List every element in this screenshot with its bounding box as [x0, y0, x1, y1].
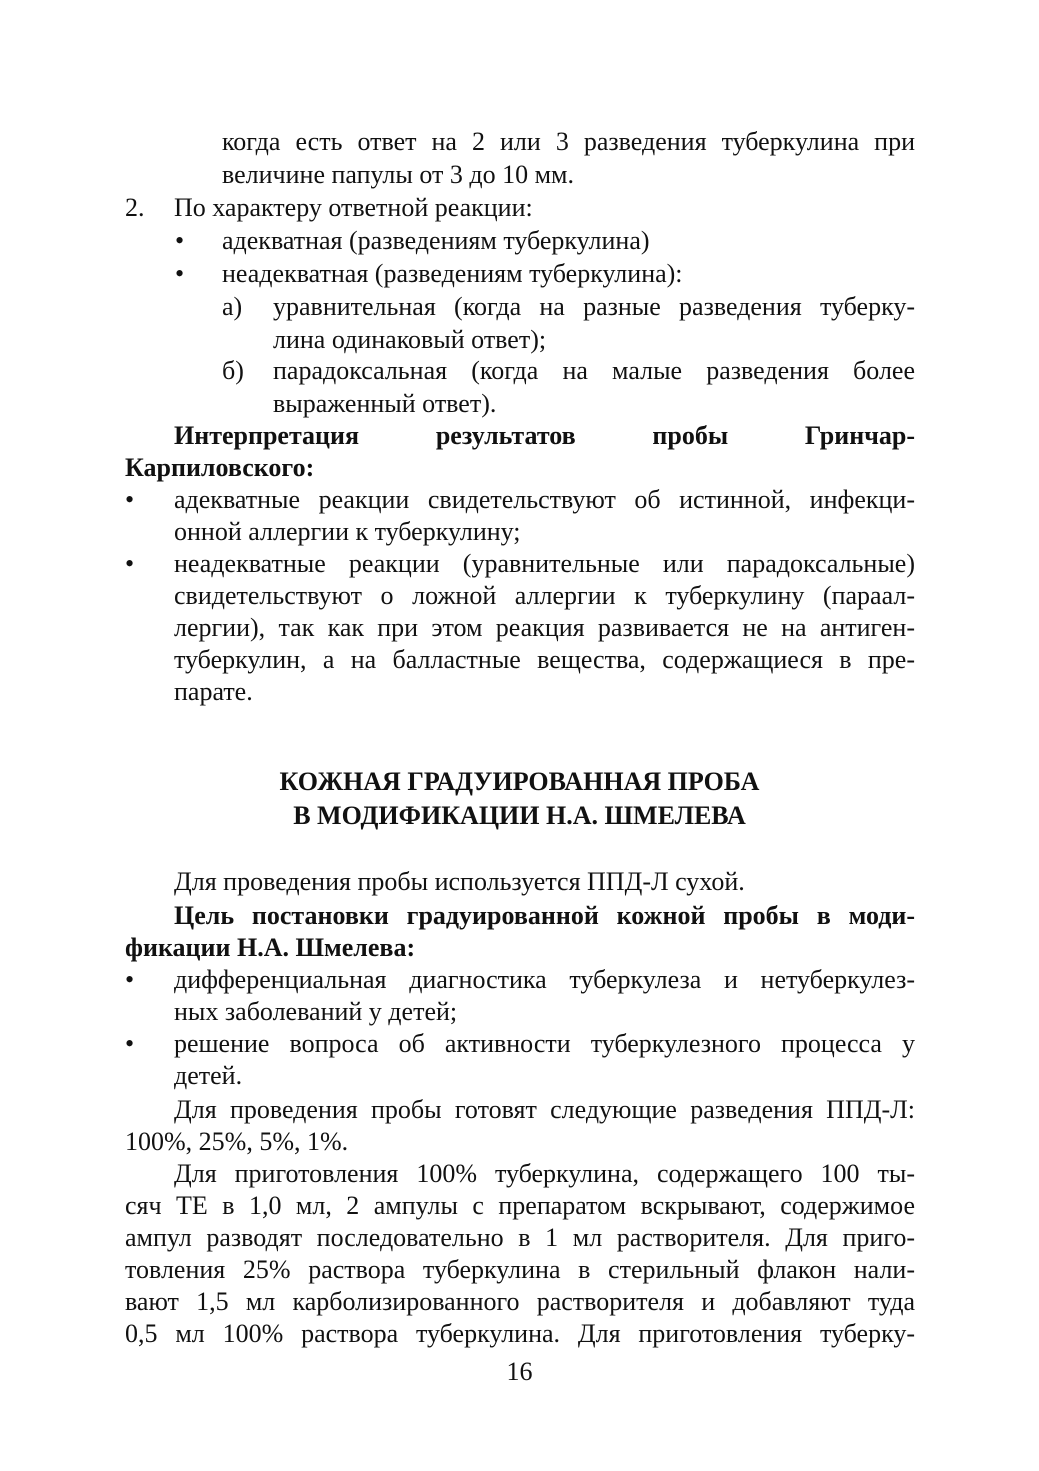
paragraph: вают 1,5 мл карболизированного растворителя и добавляют туда [125, 1287, 915, 1316]
bullet-text: решение вопроса об активности туберкулезного процесса у [174, 1029, 915, 1058]
paragraph: ампул разводят последовательно в 1 мл растворителя. Для приго- [125, 1223, 915, 1252]
bullet-text: парате. [174, 677, 253, 706]
bullet-text: онной аллергии к туберкулину; [174, 517, 521, 546]
bullet-mark: • [125, 485, 135, 514]
bullet-text: адекватная (разведениям туберкулина) [222, 226, 650, 255]
bullet-text: неадекватные реакции (уравнительные или парадоксальные) [174, 549, 915, 578]
section-title: В МОДИФИКАЦИИ Н.А. ШМЕЛЕВА [293, 801, 746, 830]
bullet-text: неадекватная (разведениям туберкулина): [222, 259, 683, 288]
list-number: 2. [125, 193, 145, 222]
sub-item-mark: а) [222, 292, 243, 321]
sub-item-text: лина одинаковый ответ); [273, 325, 547, 354]
paragraph: товления 25% раствора туберкулина в стерильный флакон нали- [125, 1255, 915, 1284]
paragraph: 0,5 мл 100% раствора туберкулина. Для приготовления туберку- [125, 1319, 915, 1348]
bullet-text: адекватные реакции свидетельствуют об истинной, инфекци- [174, 485, 915, 514]
bullet-mark: • [125, 1029, 135, 1058]
bullet-mark: • [175, 259, 185, 288]
sub-item-text: выраженный ответ). [273, 389, 497, 418]
paragraph: сяч ТЕ в 1,0 мл, 2 ампулы с препаратом вскрывают, содержимое [125, 1191, 915, 1220]
sub-item-text: парадоксальная (когда на малые разведения более [273, 356, 915, 385]
bullet-mark: • [175, 226, 185, 255]
bullet-text: свидетельствуют о ложной аллергии к туберкулину (параал- [174, 581, 915, 610]
goal-heading: фикации Н.А. Шмелева: [125, 933, 416, 962]
section-title: КОЖНАЯ ГРАДУИРОВАННАЯ ПРОБА [279, 767, 760, 796]
bullet-text: лергии), так как при этом реакция развивается не на антиген- [174, 613, 915, 642]
paragraph: Для проведения пробы используется ППД-Л сухой. [174, 867, 745, 896]
interpretation-heading: Карпиловского: [125, 453, 315, 482]
paragraph: Для проведения пробы готовят следующие разведения ППД-Л: [174, 1095, 915, 1124]
interpretation-heading: Интерпретация результатов пробы Гринчар- [174, 421, 915, 450]
sub-item-text: уравнительная (когда на разные разведения туберку- [273, 292, 915, 321]
list-item-text: По характеру ответной реакции: [174, 193, 533, 222]
text-line: величине папулы от 3 до 10 мм. [222, 160, 574, 189]
page-number: 16 [506, 1357, 533, 1386]
bullet-text: туберкулин, а на балластные вещества, содержащиеся в пре- [174, 645, 915, 674]
bullet-mark: • [125, 965, 135, 994]
text-line: когда есть ответ на 2 или 3 разведения туберкулина при [222, 127, 915, 156]
goal-heading: Цель постановки градуированной кожной пробы в моди- [174, 901, 915, 930]
paragraph: Для приготовления 100% туберкулина, содержащего 100 ты- [174, 1159, 915, 1188]
sub-item-mark: б) [222, 356, 244, 385]
paragraph: 100%, 25%, 5%, 1%. [125, 1127, 349, 1156]
bullet-text: дифференциальная диагностика туберкулеза и нетуберкулез- [174, 965, 915, 994]
bullet-text: детей. [174, 1061, 243, 1090]
bullet-mark: • [125, 549, 135, 578]
bullet-text: ных заболеваний у детей; [174, 997, 458, 1026]
